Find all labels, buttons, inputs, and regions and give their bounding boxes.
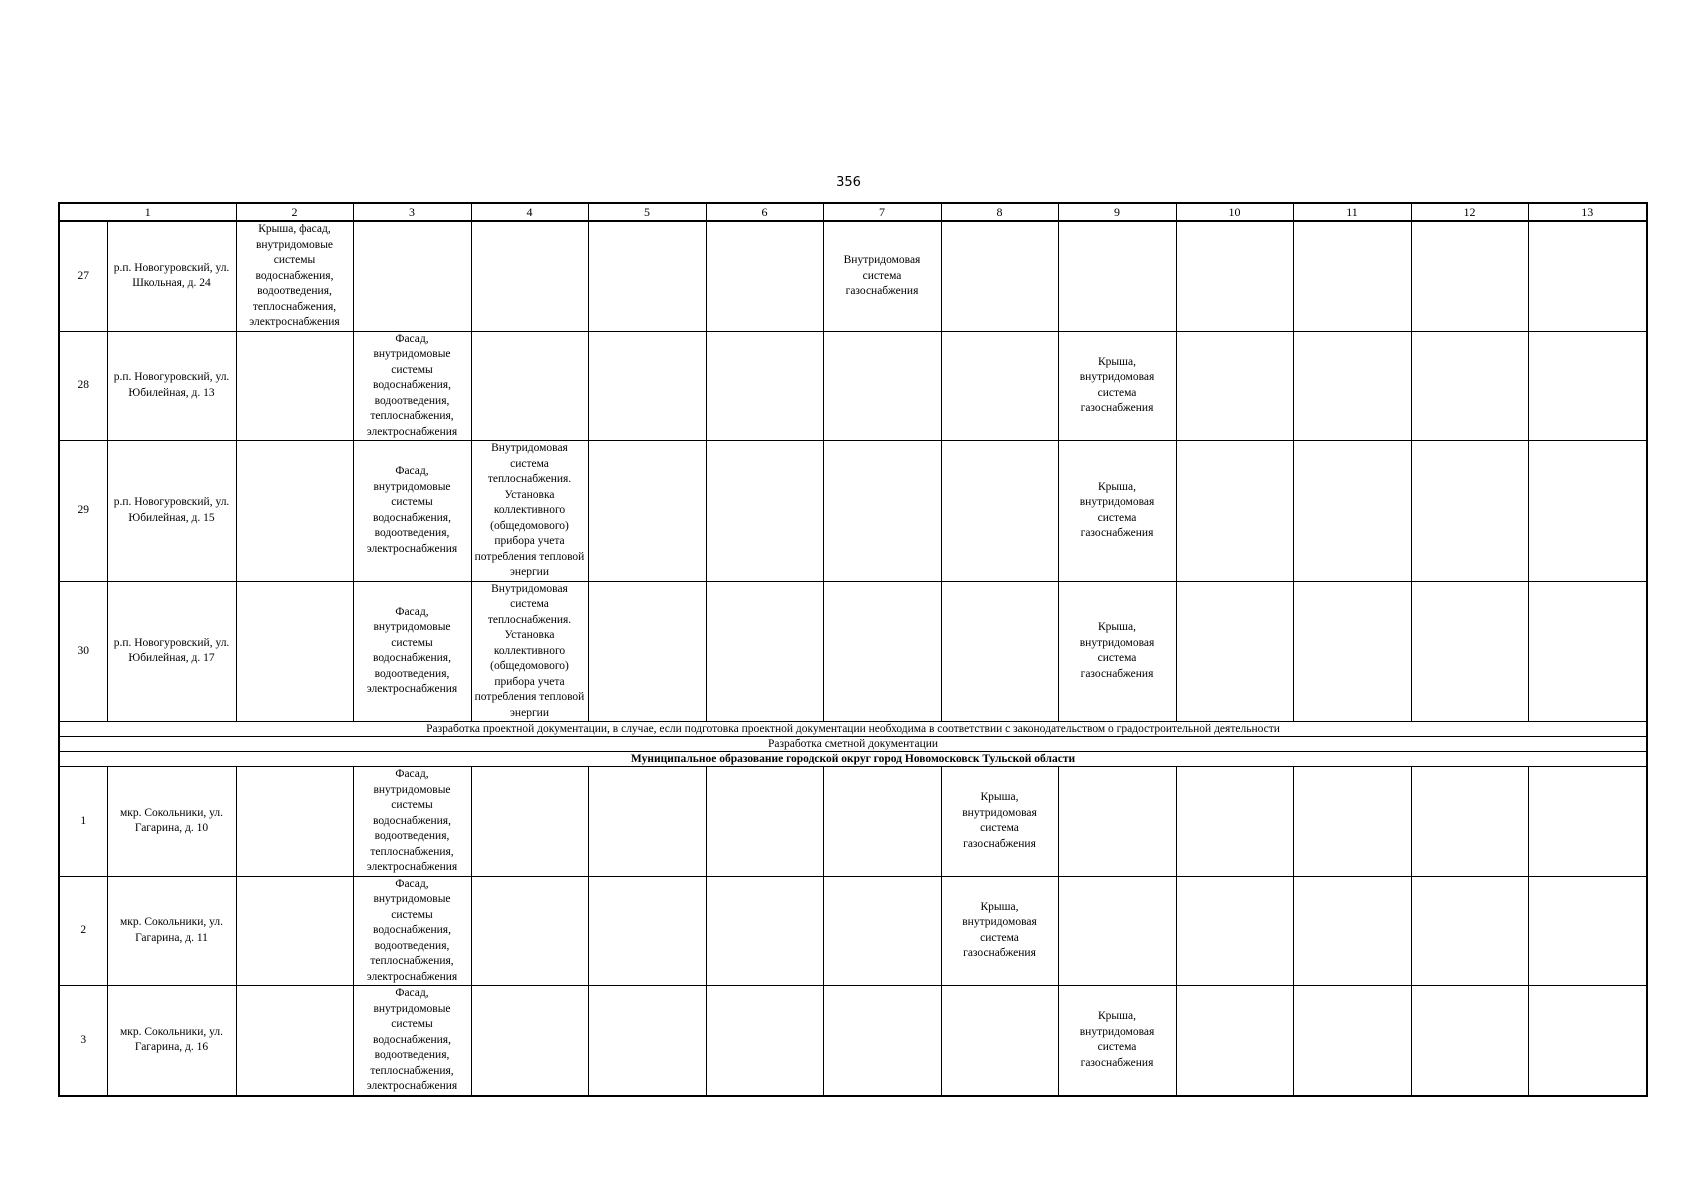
cell-col-6 [706, 441, 823, 582]
table-row [59, 331, 1647, 441]
cell-col-5 [588, 581, 706, 722]
cell-col-3: Фасад, внутридомовые системы водоснабжения, водоотведения, теплоснабжения, электроснабжения [353, 876, 471, 986]
cell-col-8 [941, 581, 1058, 722]
cell-col-9 [1058, 767, 1176, 877]
cell-col-5 [588, 221, 706, 331]
row-address: мкр. Сокольники, ул. Гагарина, д. 16 [107, 986, 236, 1096]
cell-col-6 [706, 581, 823, 722]
cell-col-4 [471, 986, 588, 1096]
cell-col-11 [1293, 876, 1411, 986]
cell-col-2 [236, 767, 353, 877]
table-row [59, 767, 1647, 877]
cell-col-13 [1528, 767, 1647, 877]
table-row [59, 986, 1647, 1096]
cell-col-11 [1293, 986, 1411, 1096]
row-number: 1 [59, 767, 107, 877]
cell-col-4: Внутридомовая система теплоснабжения. Установка коллективного (общедомового) прибора учета потребления тепловой энергии [471, 441, 588, 582]
cell-col-3 [353, 221, 471, 331]
cell-col-12 [1411, 581, 1528, 722]
row-number: 30 [59, 581, 107, 722]
cell-col-9 [1058, 876, 1176, 986]
cell-col-3: Фасад, внутридомовые системы водоснабжения, водоотведения, теплоснабжения, электроснабжения [353, 331, 471, 441]
section-label-municipality: Муниципальное образование городской округ город Новомосковск Тульской области [59, 752, 1647, 767]
cell-col-3: Фасад, внутридомовые системы водоснабжения, водоотведения, электроснабжения [353, 441, 471, 582]
cell-col-9: Крыша, внутридомовая система газоснабжения [1058, 581, 1176, 722]
cell-col-8 [941, 221, 1058, 331]
cell-col-10 [1176, 331, 1293, 441]
section-label-estimate-docs: Разработка сметной документации [59, 737, 1647, 752]
table-row [59, 581, 1647, 722]
cell-col-12 [1411, 767, 1528, 877]
cell-col-12 [1411, 441, 1528, 582]
row-address: р.п. Новогуровский, ул. Школьная, д. 24 [107, 221, 236, 331]
cell-col-5 [588, 331, 706, 441]
cell-col-2: Крыша, фасад, внутридомовые системы водоснабжения, водоотведения, теплоснабжения, электроснабжения [236, 221, 353, 331]
column-header-10: 10 [1176, 203, 1293, 221]
row-address: р.п. Новогуровский, ул. Юбилейная, д. 17 [107, 581, 236, 722]
cell-col-8 [941, 441, 1058, 582]
cell-col-4: Внутридомовая система теплоснабжения. Установка коллективного (общедомового) прибора учета потребления тепловой энергии [471, 581, 588, 722]
column-header-11: 11 [1293, 203, 1411, 221]
cell-col-13 [1528, 441, 1647, 582]
cell-col-4 [471, 221, 588, 331]
cell-col-7 [823, 986, 941, 1096]
cell-col-11 [1293, 581, 1411, 722]
cell-col-7 [823, 581, 941, 722]
row-address: мкр. Сокольники, ул. Гагарина, д. 11 [107, 876, 236, 986]
cell-col-7 [823, 876, 941, 986]
cell-col-9: Крыша, внутридомовая система газоснабжения [1058, 986, 1176, 1096]
cell-col-10 [1176, 876, 1293, 986]
cell-col-3: Фасад, внутридомовые системы водоснабжения, водоотведения, теплоснабжения, электроснабжения [353, 986, 471, 1096]
cell-col-13 [1528, 581, 1647, 722]
cell-col-9: Крыша, внутридомовая система газоснабжения [1058, 331, 1176, 441]
cell-col-6 [706, 221, 823, 331]
cell-col-10 [1176, 986, 1293, 1096]
table-row [59, 876, 1647, 986]
column-header-12: 12 [1411, 203, 1528, 221]
cell-col-8 [941, 986, 1058, 1096]
section-row-municipality [59, 752, 1647, 767]
column-header-7: 7 [823, 203, 941, 221]
cell-col-11 [1293, 767, 1411, 877]
cell-col-2 [236, 986, 353, 1096]
cell-col-13 [1528, 221, 1647, 331]
column-header-5: 5 [588, 203, 706, 221]
cell-col-3: Фасад, внутридомовые системы водоснабжения, водоотведения, теплоснабжения, электроснабжения [353, 767, 471, 877]
row-number: 27 [59, 221, 107, 331]
row-number: 28 [59, 331, 107, 441]
cell-col-4 [471, 767, 588, 877]
section-label-project-docs: Разработка проектной документации, в случае, если подготовка проектной документации необходима в соответствии с законодательством о градостроительной деятельности [59, 722, 1647, 737]
cell-col-5 [588, 986, 706, 1096]
cell-col-6 [706, 331, 823, 441]
column-header-6: 6 [706, 203, 823, 221]
cell-col-8: Крыша, внутридомовая система газоснабжения [941, 767, 1058, 877]
cell-col-10 [1176, 221, 1293, 331]
table-row [59, 221, 1647, 331]
row-number: 29 [59, 441, 107, 582]
cell-col-5 [588, 441, 706, 582]
table-row [59, 441, 1647, 582]
cell-col-4 [471, 331, 588, 441]
column-header-2: 2 [236, 203, 353, 221]
row-number: 2 [59, 876, 107, 986]
cell-col-12 [1411, 331, 1528, 441]
cell-col-2 [236, 876, 353, 986]
cell-col-10 [1176, 767, 1293, 877]
cell-col-9 [1058, 221, 1176, 331]
cell-col-7 [823, 767, 941, 877]
cell-col-12 [1411, 221, 1528, 331]
cell-col-8 [941, 331, 1058, 441]
cell-col-7: Внутридомовая система газоснабжения [823, 221, 941, 331]
cell-col-12 [1411, 986, 1528, 1096]
cell-col-2 [236, 581, 353, 722]
cell-col-4 [471, 876, 588, 986]
repair-schedule-table [58, 202, 1648, 1097]
cell-col-11 [1293, 331, 1411, 441]
column-header-4: 4 [471, 203, 588, 221]
column-header-9: 9 [1058, 203, 1176, 221]
cell-col-12 [1411, 876, 1528, 986]
cell-col-9: Крыша, внутридомовая система газоснабжения [1058, 441, 1176, 582]
column-header-row [59, 203, 1647, 221]
cell-col-10 [1176, 441, 1293, 582]
cell-col-13 [1528, 876, 1647, 986]
row-number: 3 [59, 986, 107, 1096]
cell-col-11 [1293, 441, 1411, 582]
cell-col-5 [588, 767, 706, 877]
cell-col-11 [1293, 221, 1411, 331]
cell-col-6 [706, 876, 823, 986]
cell-col-10 [1176, 581, 1293, 722]
column-header-3: 3 [353, 203, 471, 221]
cell-col-2 [236, 331, 353, 441]
column-header-8: 8 [941, 203, 1058, 221]
page-number: 356 [836, 175, 861, 190]
row-address: р.п. Новогуровский, ул. Юбилейная, д. 15 [107, 441, 236, 582]
cell-col-3: Фасад, внутридомовые системы водоснабжения, водоотведения, электроснабжения [353, 581, 471, 722]
column-header-1: 1 [59, 203, 236, 221]
cell-col-6 [706, 986, 823, 1096]
column-header-13: 13 [1528, 203, 1647, 221]
cell-col-2 [236, 441, 353, 582]
row-address: мкр. Сокольники, ул. Гагарина, д. 10 [107, 767, 236, 877]
section-row-estimate-docs [59, 737, 1647, 752]
cell-col-5 [588, 876, 706, 986]
cell-col-7 [823, 441, 941, 582]
section-row-project-docs [59, 722, 1647, 737]
cell-col-13 [1528, 331, 1647, 441]
cell-col-13 [1528, 986, 1647, 1096]
cell-col-6 [706, 767, 823, 877]
cell-col-7 [823, 331, 941, 441]
row-address: р.п. Новогуровский, ул. Юбилейная, д. 13 [107, 331, 236, 441]
cell-col-8: Крыша, внутридомовая система газоснабжения [941, 876, 1058, 986]
